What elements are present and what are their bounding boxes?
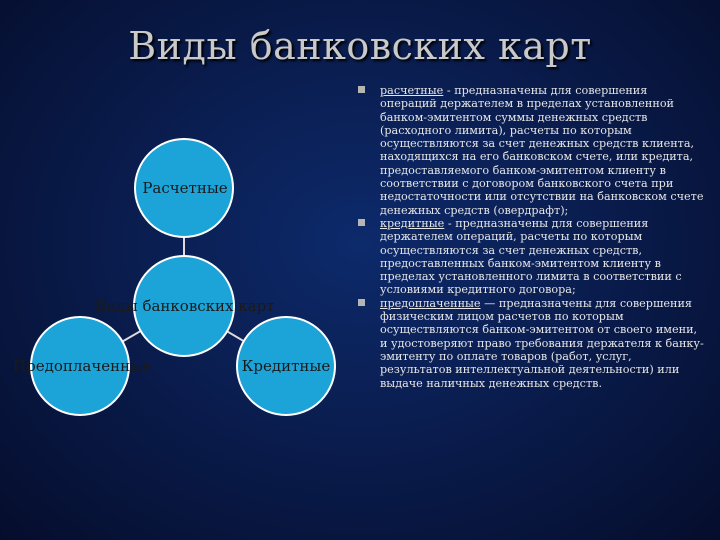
definition-term: предоплаченные [380,296,481,310]
definition-term: расчетные [380,84,444,97]
node-label-predoplachennye: Предоплаченные [13,357,151,375]
bullet-square-icon [358,86,365,93]
bullet-square-icon [358,299,365,306]
definition-text: - предназначены для совершения держателем операций, расчеты по которым осуществляются за счет денежных средств, предоставленных банком-эмитентом клиенту в пределах установленного лимита в соответствии с условиями кредитного договора; [380,216,682,297]
bullet-square-icon [358,219,365,226]
definition-raschetnye [358,84,706,217]
node-label-center: Виды банковских карт [95,297,275,315]
definition-text: - предназначены для совершения операций держателем в пределах установленной банком-эмитентом суммы денежных средств (расходного лимита), расчеты по которым осуществляются за счет денежных средств клиента, находящихся на его банковском счете, или кредита, предоставляемого банком-эмитентом клиенту в соответствии с договором банковского счета при недостаточности или отсутствии на банковском счете денежных средств (овердрафт); [380,84,704,217]
definition-predoplachennye [358,297,706,390]
definitions-list [358,84,706,390]
definition-kreditnye [358,217,706,297]
slide-title: Виды банковских карт [128,24,592,68]
node-label-raschetnye: Расчетные [142,179,228,197]
definition-text: — предназначены для совершения физическим лицом расчетов по которым осуществляются банком-эмитентом от своего имени, и удостоверяют право требования держателя к банку-эмитенту по оплате товаров (работ, услуг, результатов интеллектуальной деятельности) или выдаче наличных денежных средств. [380,296,704,390]
node-label-kreditnye: Кредитные [241,357,331,375]
definition-term: кредитные [380,216,445,230]
